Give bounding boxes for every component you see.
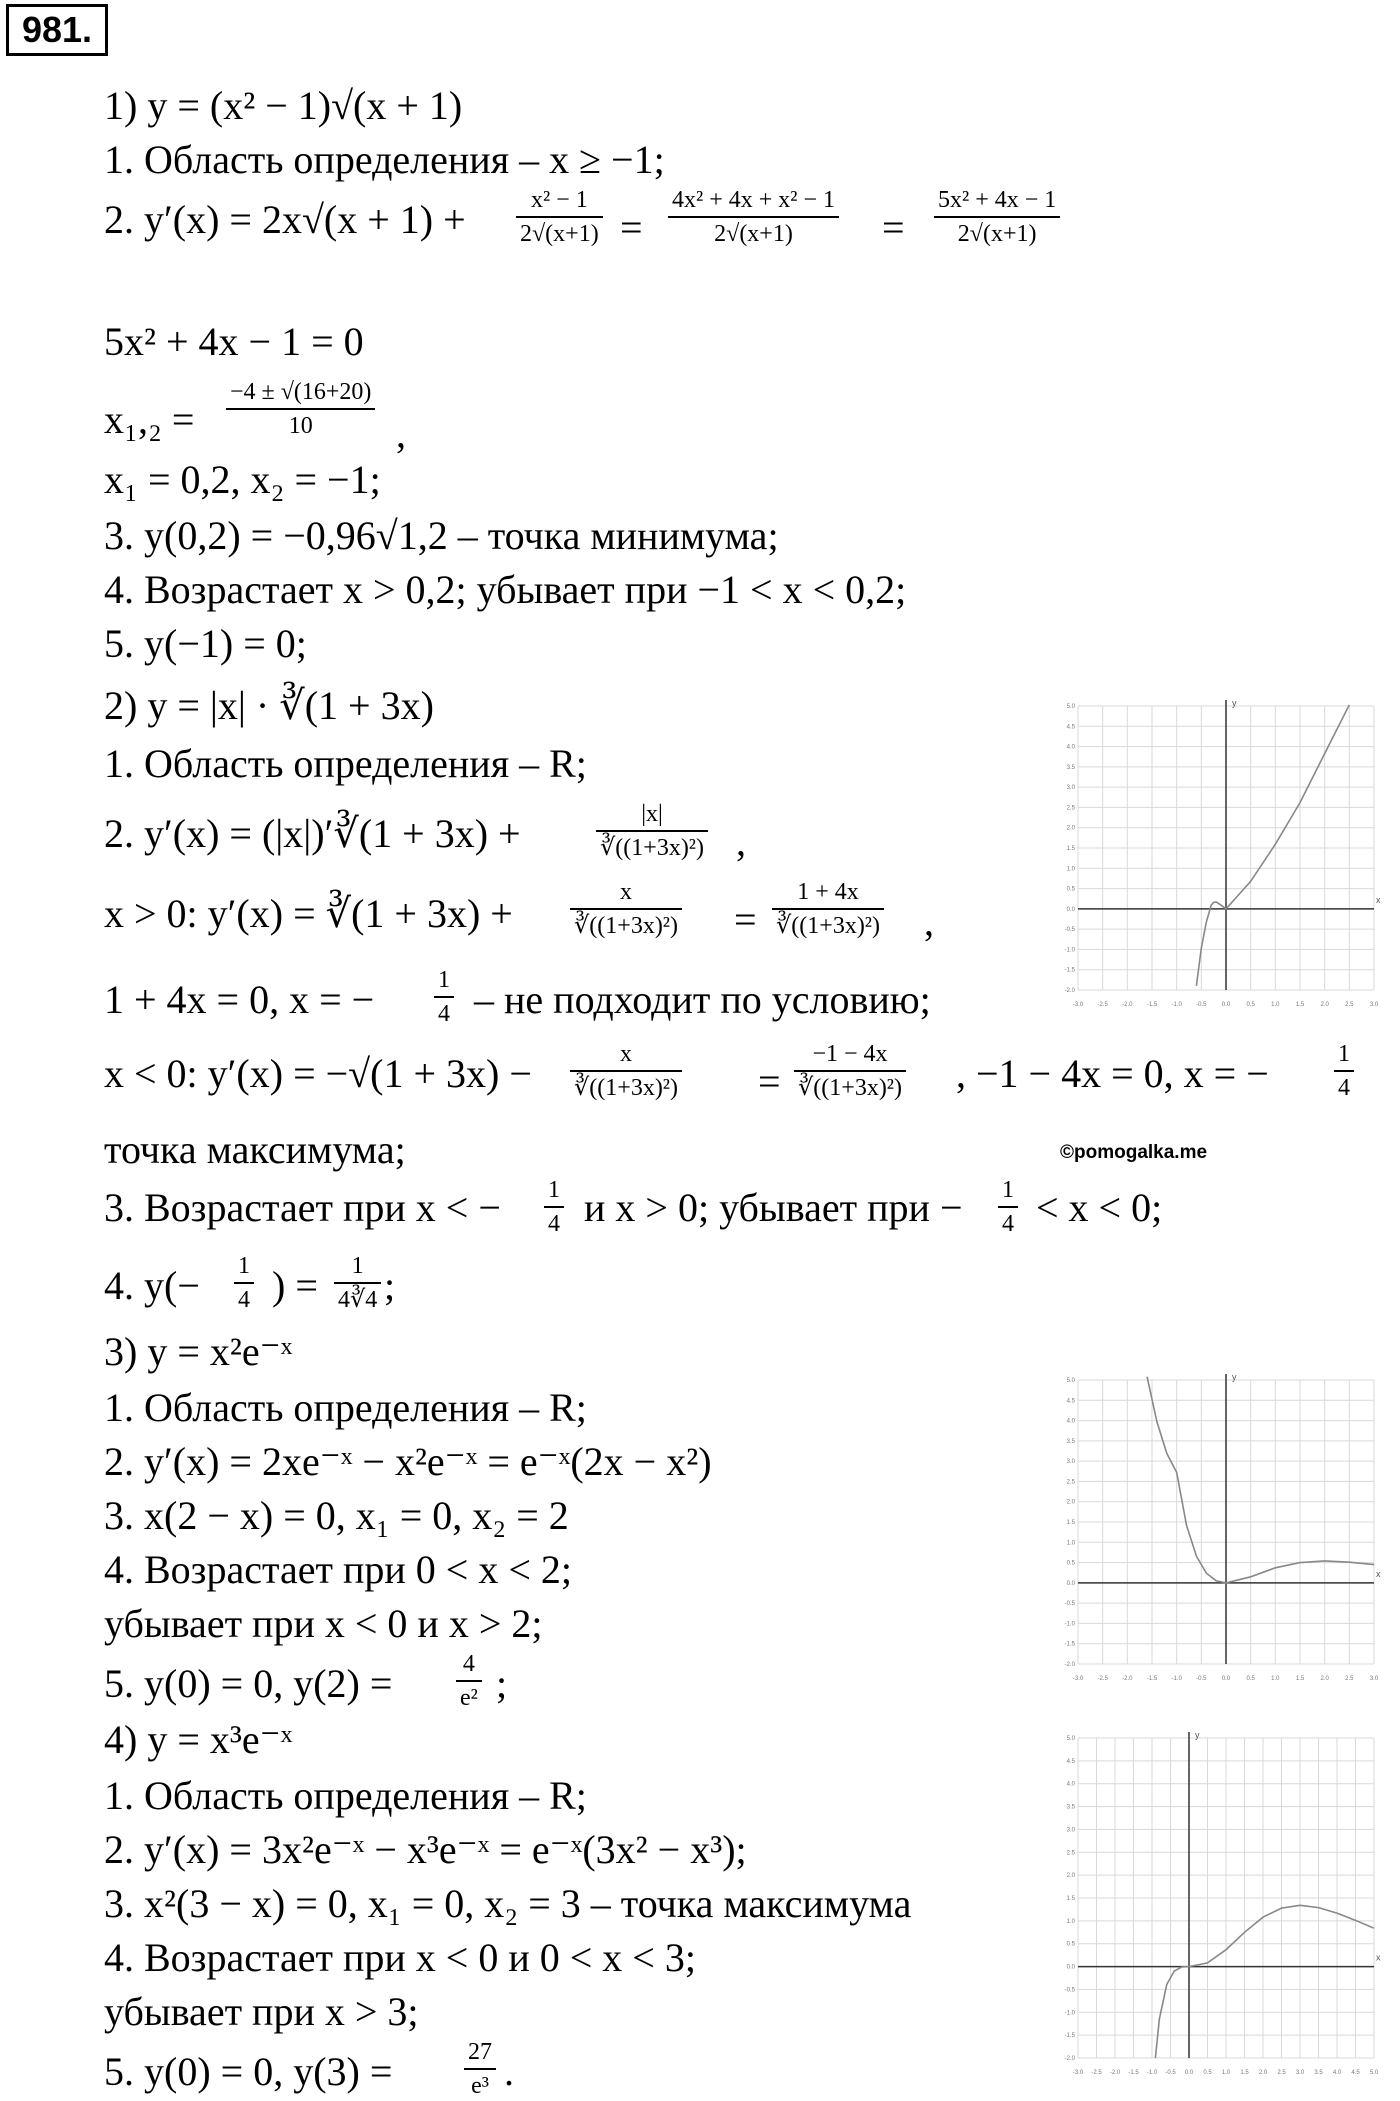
text-tail: , [736,819,746,864]
x-tick-label: 1.0 [1221,2070,1231,2076]
fraction-denominator: 10 [288,413,313,439]
fraction [930,186,1064,248]
fraction: = [734,897,757,942]
text-tail: и x > 0; убывает при − [584,1185,963,1230]
fraction-denominator: 4 [438,1001,450,1027]
text-line: 5x² + 4x − 1 = 0 [104,319,364,364]
y-tick-label: 2.0 [1066,1873,1075,1880]
fraction-denominator: ∛((1+3x)²) [798,1075,902,1101]
x-tick-label: -1.5 [1128,2070,1139,2076]
x-tick-label: 1.5 [1295,1002,1305,1008]
x-tick-label: 2.0 [1320,1002,1329,1008]
x-tick-label: -2.5 [1097,1002,1108,1008]
fraction [230,1252,258,1314]
x-tick-label: 0.0 [1221,1676,1231,1682]
y-tick-label: 5.0 [1066,704,1075,710]
fraction-numerator: −4 ± √(16+20) [226,378,375,410]
text-line: x₁,₂ = [104,397,195,442]
fraction [452,1650,486,1712]
fraction: = [758,1059,781,1104]
y-tick-label: 5.0 [1066,1378,1075,1384]
y-tick-label: 4.5 [1066,724,1075,731]
x-tick-label: -2.5 [1097,1676,1108,1682]
fraction [566,1040,686,1102]
fraction: = [882,205,905,250]
x-axis-label: x [1376,894,1381,905]
y-tick-label: 4.5 [1066,1758,1075,1765]
y-tick-label: 0.0 [1066,1580,1075,1587]
fraction-numerator: 1 [434,966,454,998]
x-tick-label: -2.0 [1109,2070,1121,2076]
y-axis-label: y [1232,698,1237,708]
text-line: 3. y(0,2) = −0,96√1,2 – точка минимума; [104,513,779,558]
x-tick-label: 3.0 [1369,1676,1379,1682]
text-line: 3. Возрастает при x < − [104,1185,501,1230]
fraction-numerator: 4 [456,1650,482,1682]
fraction [460,2038,500,2100]
fraction [790,1040,910,1102]
x-tick-label: -2.5 [1091,2070,1102,2076]
x-tick-label: 0.5 [1246,1002,1255,1008]
y-tick-label: -1.5 [1064,2033,1075,2040]
y-tick-label: 2.5 [1066,1850,1075,1857]
y-tick-label: 2.5 [1066,1479,1075,1486]
fraction [540,1176,568,1238]
x-tick-label: 0.0 [1221,1002,1231,1008]
fraction-numerator: x [570,878,682,910]
x-tick-label: 2.5 [1277,2070,1286,2076]
fraction-numerator: 4x² + 4x + x² − 1 [668,186,839,218]
x-tick-label: -2.0 [1122,1002,1133,1008]
fraction-denominator: 4 [238,1287,250,1313]
y-tick-label: 1.0 [1066,866,1075,873]
text-line: 2. y′(x) = 2x√(x + 1) + [104,197,466,242]
text-tail: ) = [272,1263,318,1308]
y-tick-label: -2.0 [1064,2056,1075,2062]
fraction [664,186,843,248]
x-tick-label: 4.5 [1351,2070,1360,2076]
x-axis-label: x [1376,1568,1381,1579]
y-tick-label: -0.5 [1064,927,1075,934]
graph-1 [1056,696,1386,1012]
x-tick-label: -1.0 [1171,1002,1182,1008]
fraction-numerator: 1 + 4x [772,878,884,910]
x-tick-label: 1.5 [1240,2070,1249,2076]
y-axis-label: y [1195,1730,1200,1740]
function-curve [1147,1377,1374,1583]
y-tick-label: -2.0 [1064,1662,1075,1668]
fraction-denominator: e² [460,1685,478,1711]
text-line: 4. Возрастает x > 0,2; убывает при −1 < x < 0,2; [104,567,907,612]
fraction-denominator: 2√(x+1) [520,221,599,247]
y-tick-label: -1.0 [1064,1621,1075,1628]
graph-3 [1056,1728,1386,2080]
fraction-denominator: 2√(x+1) [714,221,793,247]
text-line: 2. y′(x) = 2xe⁻ˣ − x²e⁻ˣ = e⁻ˣ(2x − x²) [104,1439,712,1484]
y-tick-label: 2.5 [1066,805,1075,812]
x-tick-label: -0.5 [1165,2070,1176,2076]
y-tick-label: 4.0 [1066,1418,1075,1425]
fraction-numerator: 5x² + 4x − 1 [934,186,1060,218]
fraction [566,878,686,940]
text-tail: , [396,411,406,456]
y-tick-label: 3.5 [1066,1438,1075,1445]
text-line: 4. Возрастает при 0 < x < 2; [104,1547,572,1592]
text-line: 5. y(0) = 0, y(2) = [104,1661,393,1706]
text-line: точка максимума; [104,1127,406,1172]
x-tick-label: -3.0 [1072,1002,1084,1008]
fraction-numerator: 1 [1334,1040,1354,1072]
problem-number: 981. [6,4,108,56]
fraction [994,1176,1022,1238]
fraction-numerator: 1 [334,1252,381,1284]
x-tick-label: 0.5 [1246,1676,1255,1682]
y-axis-label: y [1232,1372,1237,1382]
fraction-denominator: ∛((1+3x)²) [574,1075,678,1101]
fraction [430,966,458,1028]
y-tick-label: 3.0 [1066,785,1075,792]
x-tick-label: -3.0 [1072,2070,1084,2076]
y-tick-label: 4.0 [1066,744,1075,751]
text-line: убывает при x > 3; [104,1989,419,2034]
fraction-denominator: e³ [471,2073,489,2099]
text-line: 2. y′(x) = 3x²e⁻ˣ − x³e⁻ˣ = e⁻ˣ(3x² − x³); [104,1827,747,1872]
y-tick-label: 0.5 [1066,1941,1075,1948]
y-tick-label: 4.0 [1066,1781,1075,1788]
fraction-denominator: ∛((1+3x)²) [776,913,880,939]
text-tail: , [924,899,934,944]
fraction-denominator: ∛((1+3x)²) [600,835,704,861]
fraction [768,878,888,940]
text-tail: ; [496,1661,508,1706]
x-tick-label: -0.5 [1196,1002,1207,1008]
x-tick-label: -1.5 [1146,1676,1158,1682]
fraction [222,378,379,440]
fraction-denominator: 4 [1338,1075,1350,1101]
text-tail: – не подходит по условию; [474,977,931,1022]
y-tick-label: 3.0 [1066,1459,1075,1466]
y-tick-label: 0.5 [1066,1560,1075,1567]
y-tick-label: -1.5 [1064,1641,1075,1648]
x-tick-label: -1.5 [1146,1002,1158,1008]
fraction: = [620,205,643,250]
x-tick-label: 2.5 [1345,1002,1354,1008]
x-tick-label: 0.0 [1184,2070,1194,2076]
y-tick-label: 2.0 [1066,1499,1075,1506]
y-tick-label: 1.0 [1066,1540,1075,1547]
text-tail: < x < 0; [1036,1185,1163,1230]
graph-2 [1056,1370,1386,1686]
x-axis-label: x [1376,1952,1381,1963]
fraction-denominator: 4∛4 [338,1287,378,1313]
text-line: 5. y(0) = 0, y(3) = [104,2049,393,2094]
fraction-denominator: ∛((1+3x)²) [574,913,678,939]
x-tick-label: 3.5 [1314,2070,1323,2076]
y-tick-label: 5.0 [1066,1736,1075,1742]
text-line: 1 + 4x = 0, x = − [104,977,375,1022]
text-tail: , −1 − 4x = 0, x = − [956,1051,1269,1096]
text-line: 1. Область определения – x ≥ −1; [104,137,665,182]
fraction-numerator: 1 [234,1252,254,1284]
y-tick-label: 1.5 [1066,1520,1075,1526]
x-tick-label: 1.0 [1271,1002,1280,1008]
y-tick-label: 3.0 [1066,1827,1075,1834]
y-tick-label: 0.0 [1066,906,1075,913]
text-line: 1. Область определения – R; [104,1773,587,1818]
x-tick-label: -2.0 [1122,1676,1133,1682]
x-tick-label: 2.0 [1258,2070,1268,2076]
fraction [592,800,712,862]
text-line: x > 0: y′(x) = ∛(1 + 3x) + [104,891,513,936]
text-line: 3. x²(3 − x) = 0, x₁ = 0, x₂ = 3 – точка максимума [104,1881,912,1926]
y-tick-label: -1.0 [1064,2010,1075,2017]
x-tick-label: -1.0 [1146,2070,1158,2076]
y-tick-label: 4.5 [1066,1398,1075,1405]
text-line: 4) y = x³e⁻ˣ [104,1717,293,1762]
fraction-numerator: x² − 1 [516,186,603,218]
x-tick-label: 4.0 [1332,2070,1342,2076]
x-tick-label: 2.5 [1345,1676,1354,1682]
x-tick-label: -1.0 [1171,1676,1182,1682]
text-line: убывает при x < 0 и x > 2; [104,1601,543,1646]
watermark: ©pomogalka.me [1060,1142,1208,1163]
y-tick-label: -2.0 [1064,988,1075,994]
fraction-numerator: 1 [544,1176,564,1208]
text-line: 3) y = x²e⁻ˣ [104,1329,293,1374]
y-tick-label: 1.5 [1066,1896,1075,1902]
text-line: x₁ = 0,2, x₂ = −1; [104,457,381,502]
x-tick-label: 1.0 [1271,1676,1280,1682]
text-tail: ; [384,1263,396,1308]
text-tail: . [504,2049,514,2094]
x-tick-label: 5.0 [1369,2070,1379,2076]
fraction-numerator: 1 [998,1176,1018,1208]
y-tick-label: -0.5 [1064,1601,1075,1608]
text-line: 1. Область определения – R; [104,741,587,786]
y-tick-label: 3.5 [1066,764,1075,771]
fraction-denominator: 2√(x+1) [957,221,1037,247]
x-tick-label: 2.0 [1320,1676,1329,1682]
y-tick-label: -1.5 [1064,967,1075,974]
fraction [512,186,607,248]
x-tick-label: -3.0 [1072,1676,1084,1682]
fraction-denominator: 4 [1002,1211,1014,1237]
fraction-numerator: x [570,1040,682,1072]
text-line: 1. Область определения – R; [104,1385,587,1430]
x-tick-label: -0.5 [1196,1676,1207,1682]
x-tick-label: 1.5 [1295,1676,1305,1682]
x-tick-label: 3.0 [1369,1002,1379,1008]
text-line: 1) y = (x² − 1)√(x + 1) [104,83,463,128]
text-line: 5. y(−1) = 0; [104,621,307,666]
y-tick-label: -0.5 [1064,1987,1075,1994]
x-tick-label: 0.5 [1203,2070,1212,2076]
fraction-numerator: −1 − 4x [794,1040,906,1072]
y-tick-label: 1.0 [1066,1918,1075,1925]
text-line: x < 0: y′(x) = −√(1 + 3x) − [104,1051,532,1096]
y-tick-label: 0.0 [1066,1964,1075,1971]
fraction [1330,1040,1358,1102]
text-line: 3. x(2 − x) = 0, x₁ = 0, x₂ = 2 [104,1493,569,1538]
text-line: 2. y′(x) = (|x|)′∛(1 + 3x) + [104,811,521,856]
y-tick-label: 1.5 [1066,846,1075,852]
x-tick-label: 3.0 [1295,2070,1305,2076]
y-tick-label: -1.0 [1064,947,1075,954]
text-line: 2) y = |x| · ∛(1 + 3x) [104,683,434,728]
fraction-numerator: |x| [596,800,708,832]
text-line: 4. Возрастает при x < 0 и 0 < x < 3; [104,1935,696,1980]
y-tick-label: 0.5 [1066,886,1075,893]
text-line: 4. y(− [104,1263,200,1308]
fraction-denominator: 4 [548,1211,560,1237]
y-tick-label: 2.0 [1066,825,1075,832]
fraction-numerator: 27 [464,2038,496,2070]
y-tick-label: 3.5 [1066,1804,1075,1811]
fraction [330,1252,385,1314]
